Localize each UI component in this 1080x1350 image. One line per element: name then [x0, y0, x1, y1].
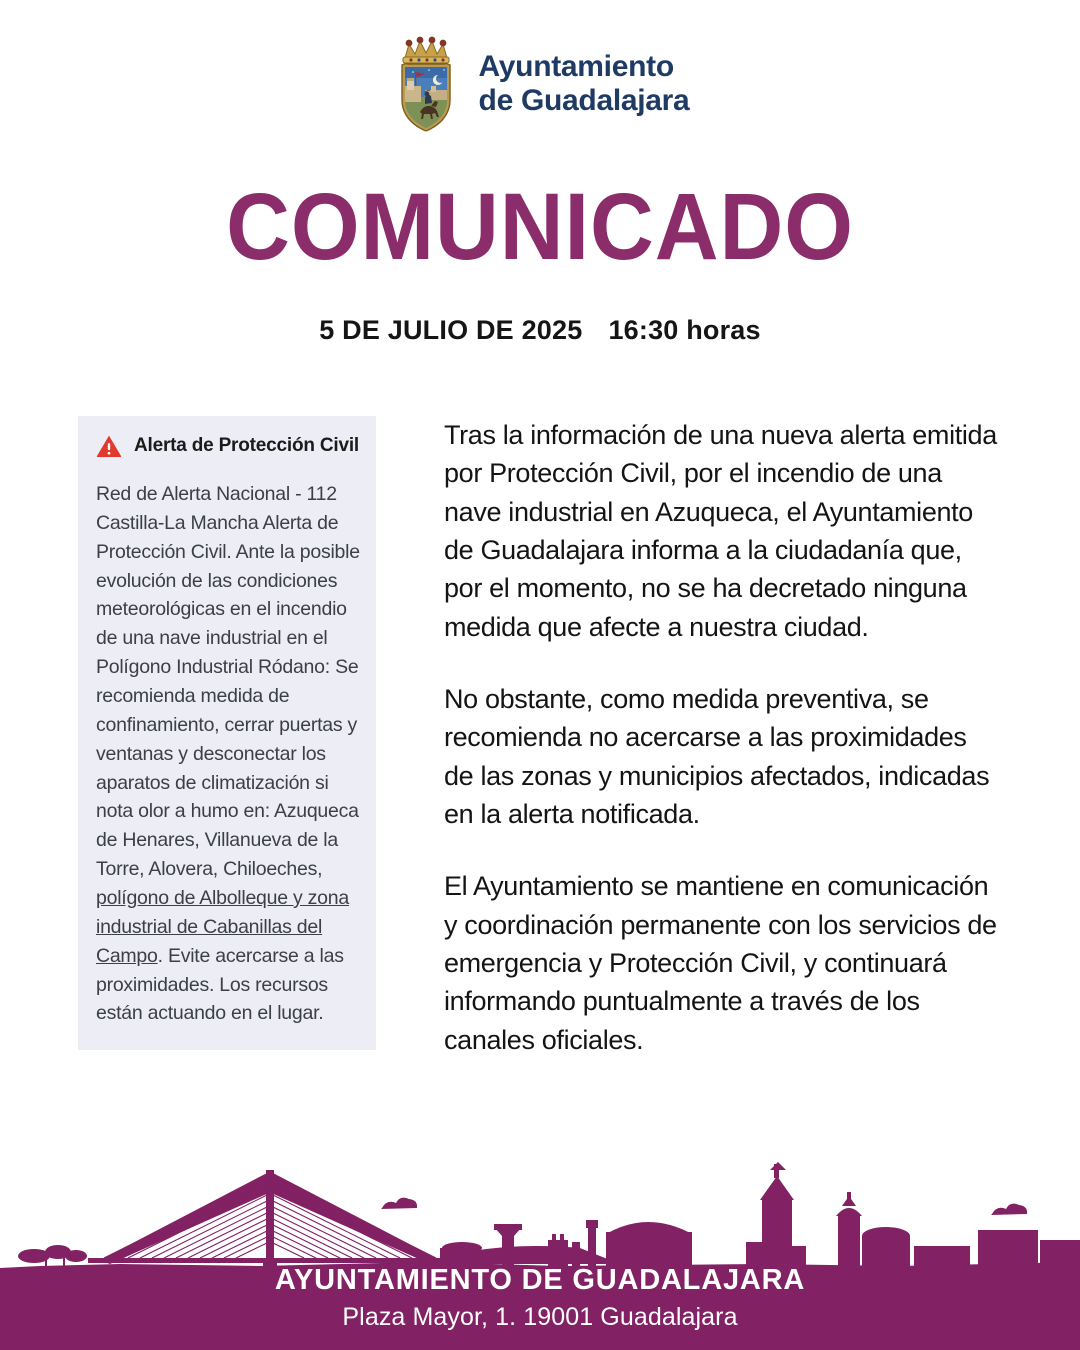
- alert-body-text-1: Red de Alerta Nacional - 112 Castilla-La Mancha Alerta de Protección Civil. Ante la posible evolución de las condiciones meteorológicas en el incendio de una nave industrial en el Polígono Industrial Ródano: Se recomienda medida de confinamiento, cerrar puertas y ventanas y desconectar los aparatos de climatización si nota olor a humo en: Azuqueca de Henares, Villanueva de la Torre, Alovera, Chiloeches,: [96, 483, 360, 881]
- footer: [0, 1130, 1080, 1350]
- publication-datetime: [0, 315, 1080, 346]
- alert-body: [96, 480, 360, 1028]
- publication-time: 16:30 horas: [608, 315, 761, 345]
- civil-protection-alert-card: [78, 416, 376, 1050]
- brand-name-line2: de Guadalajara: [478, 84, 690, 117]
- right-column: [376, 416, 1000, 1059]
- publication-date: 5 DE JULIO DE 2025: [319, 315, 583, 345]
- alert-body-text-2: . Evite acercarse a las proximidades. Los recursos están actuando en el lugar.: [96, 944, 344, 1025]
- statement-paragraph: El Ayuntamiento se mantiene en comunicación y coordinación permanente con los servicios de emergencia y Protección Civil, y continuará informando puntualmente a través de los canales oficiales.: [444, 871, 997, 1055]
- coat-of-arms-icon: [391, 34, 461, 134]
- statement-paragraph: No obstante, como medida preventiva, se recomienda no acercarse a las proximidades de las zonas y municipios afectados, indicadas en la alerta notificada.: [444, 683, 990, 829]
- statement-paragraph: Tras la información de una nueva alerta emitida por Protección Civil, por el incendio de una nave industrial en Azuqueca, el Ayuntamiento de Guadalajara informa a la ciudadanía que, por el momento, no se ha decretado ninguna medida que afecte a nuestra ciudad.: [444, 420, 997, 642]
- brand-logo: [391, 34, 690, 134]
- brand-name-line1: Ayuntamiento: [478, 50, 674, 84]
- alert-header: [96, 434, 360, 458]
- header: [0, 0, 1080, 134]
- alert-heading: Alerta de Protección Civil: [134, 435, 359, 456]
- left-column: [78, 416, 376, 1050]
- footer-organization: AYUNTAMIENTO DE GUADALAJARA: [274, 1264, 806, 1297]
- content-area: [0, 416, 1080, 1059]
- footer-address: Plaza Mayor, 1. 19001 Guadalajara: [342, 1303, 738, 1331]
- alert-body-link[interactable]: polígono de Albolleque y zona industrial de Cabanillas del Campo: [96, 887, 349, 967]
- brand-name: [479, 50, 690, 117]
- footer-text-block: [0, 1263, 1080, 1332]
- page-title: COMUNICADO: [226, 174, 854, 280]
- warning-triangle-icon: [96, 434, 122, 458]
